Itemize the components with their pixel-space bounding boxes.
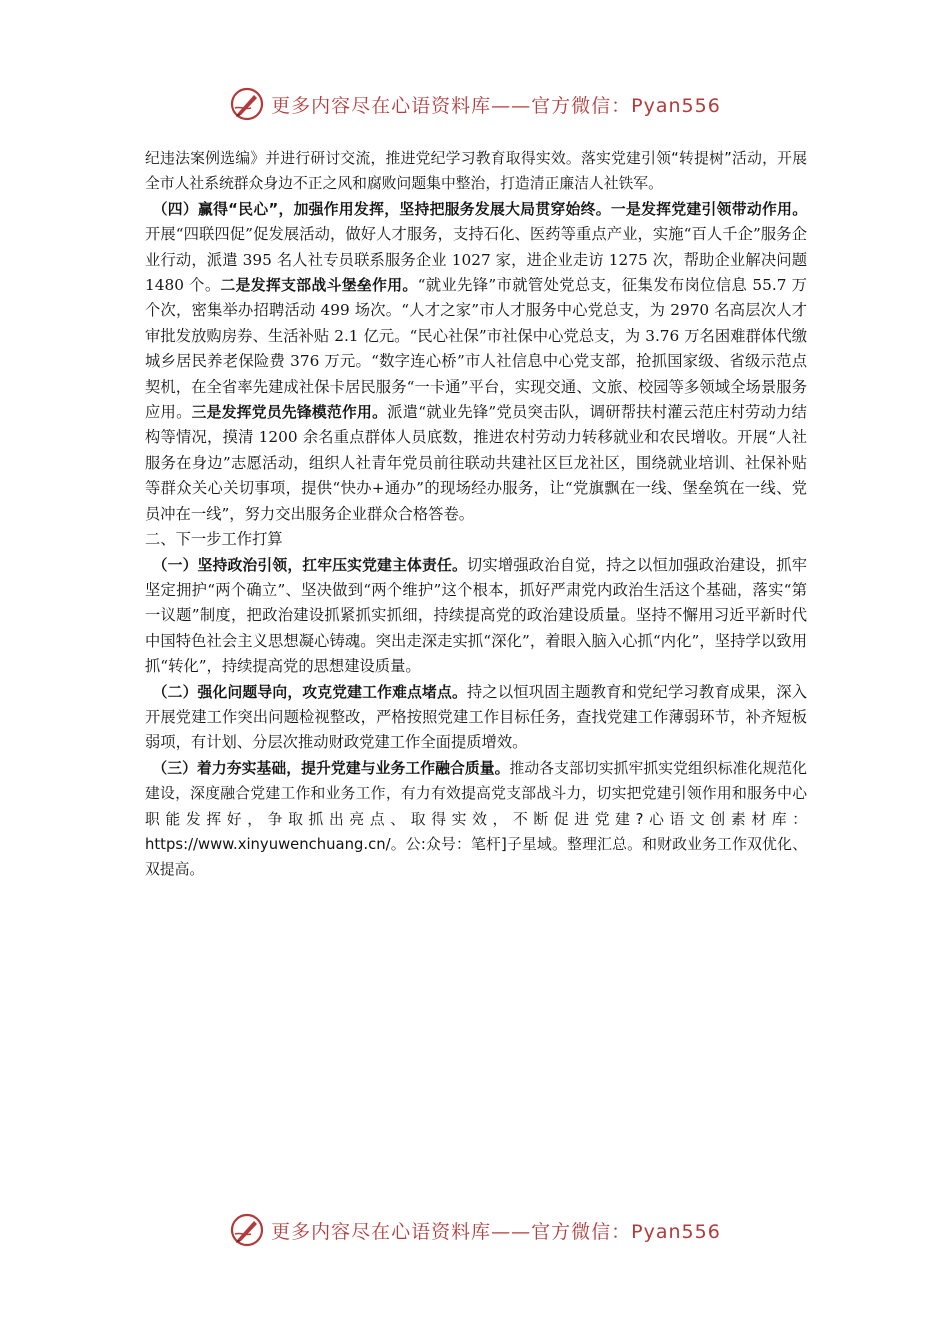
- section-heading-2: 二、下一步工作打算: [145, 530, 283, 549]
- paragraph-2: [145, 197, 807, 527]
- paragraph-3: [145, 553, 807, 680]
- paragraph-3-bold: （一）坚持政治引领，扛牢压实党建主体责任。: [152, 556, 467, 574]
- paragraph-2-text-b: “就业先锋”市就管处党总支，征集发布岗位信息 55.7 万个次，密集举办招聘活动 499 场次。“人才之家”市人才服务中心党总支，为 2970 名高层次人才审批发放购房券、生活补贴 2.1 亿元。“民心社保”市社保中心党总支，为 3.76 万名困难群体代缴城乡居民养老保险费 376 万元。“数字连心桥”市人社信息中心党支部，抢抓国家级、省级示范点契机，在全省率先建成社保卡居民服务“一卡通”平台，实现交通、文旅、校园等多领域全场景服务应用。: [145, 276, 807, 422]
- watermark-text: 更多内容尽在心语资料库——官方微信：Pyan556: [271, 94, 721, 117]
- paragraph-2-text-c: 派遣“就业先锋”党员突击队，调研帮扶村灌云范庄村劳动力结构等情况，摸清 1200 余名重点群体人员底数，推进农村劳动力转移就业和农民增收。开展“人社服务在身边”志愿活动，组织人社青年党员前往联动共建社区巨龙社区，围绕就业培训、社保补贴等群众关心关切事项，提供“快办+通办”的现场经办服务，让“党旗飘在一线、堡垒筑在一线、党员冲在一线”，努力交出服务企业群众合格答卷。: [145, 403, 807, 523]
- paragraph-5-bold: （三）着力夯实基础，提升党建与业务工作融合质量。: [152, 759, 510, 777]
- paragraph-4-bold: （二）强化问题导向，攻克党建工作难点堵点。: [152, 683, 467, 701]
- paragraph-5-text: 推动各支部切实抓牢抓实党组织标准化规范化建设，深度融合党建工作和业务工作，有力有效提高党支部战斗力，切实把党建引领作用和服务中心职能发挥好，争取抓出亮点、取得实效，不断促进党建?心语文创素材库：https://www.xinyuwenchuang.cn/。公:众号：笔杆]子星域。整理汇总。和财政业务工作双优化、双提高。: [145, 759, 807, 879]
- pen-logo-icon: [229, 86, 265, 122]
- paragraph-3-text: 切实增强政治自觉，持之以恒加强政治建设，抓牢坚定拥护“两个确立”、坚决做到“两个维护”这个根本，抓好严肃党内政治生活这个基础，落实“第一议题”制度，把政治建设抓紧抓实抓细，持续提高党的政治建设质量。坚持不懈用习近平新时代中国特色社会主义思想凝心铸魂。突出走深走实抓“深化”，着眼入脑入心抓“内化”，坚持学以致用抓“转化”，持续提高党的思想建设质量。: [145, 555, 807, 676]
- paragraph-4-text: 持之以恒巩固主题教育和党纪学习教育成果，深入开展党建工作突出问题检视整改，严格按照党建工作目标任务，查找党建工作薄弱环节，补齐短板弱项，有计划、分层次推动财政党建工作全面提质增效。: [145, 682, 807, 752]
- paragraph-5: [145, 756, 807, 883]
- paragraph-2-bold-b: 二是发挥支部战斗堡垒作用。: [220, 277, 418, 295]
- pen-logo-icon: [229, 1212, 265, 1248]
- paragraph-1: 纪违法案例选编》并进行研讨交流，推进党纪学习教育取得实效。落实党建引领“转提树”活动，开展全市人社系统群众身边不正之风和腐败问题集中整治，打造清正廉洁人社铁军。: [145, 150, 807, 193]
- paragraph-2-bold-c: 三是发挥党员先锋模范作用。: [191, 404, 388, 422]
- watermark-banner-bottom: [0, 1208, 950, 1252]
- paragraph-4: [145, 680, 807, 756]
- document-body: [145, 146, 807, 883]
- watermark-text: 更多内容尽在心语资料库——官方微信：Pyan556: [271, 1220, 721, 1243]
- paragraph-2-heading: （四）赢得“民心”，加强作用发挥，坚持把服务发展大局贯穿始终。一是发挥党建引领带动作用。: [152, 200, 807, 218]
- paragraph-2-text-a: 开展“四联四促”促发展活动，做好人才服务，支持石化、医药等重点产业，实施“百人千企”服务企业行动，派遣 395 名人社专员联系服务企业 1027 家，进企业走访 1275 次，帮助企业解决问题 1480 个。: [145, 225, 807, 295]
- watermark-banner-top: [0, 82, 950, 126]
